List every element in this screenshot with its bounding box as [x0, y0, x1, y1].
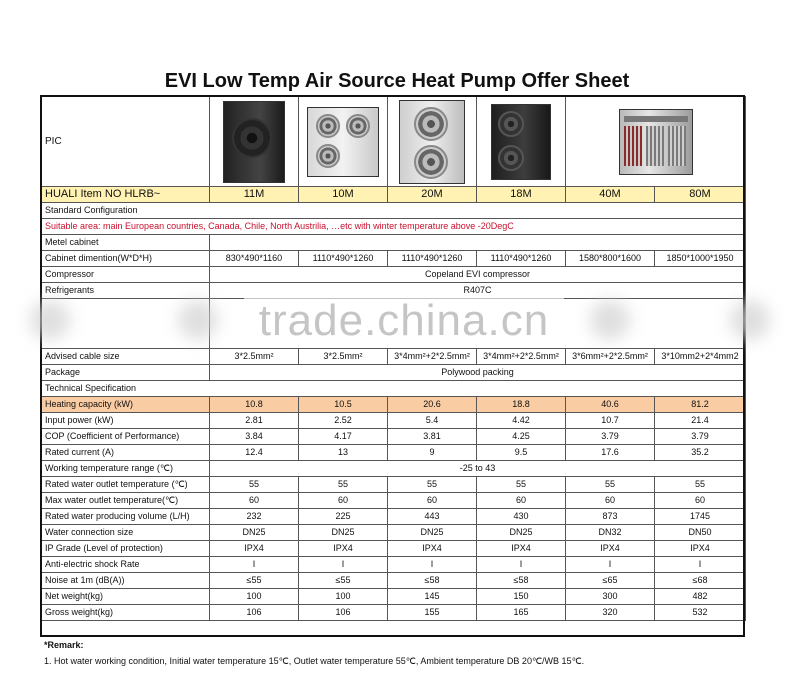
- value-cell: 9: [388, 445, 477, 461]
- value-cell: 4.42: [477, 413, 566, 429]
- value-cell: 55: [477, 477, 566, 493]
- spec-row: [42, 589, 746, 605]
- row-label: Rated water outlet temperature (℃): [42, 477, 210, 493]
- model-cell: 10M: [299, 187, 388, 203]
- row-label: Heating capacity (kW): [42, 397, 210, 413]
- value-cell: ≤58: [388, 573, 477, 589]
- value-cell: 55: [655, 477, 746, 493]
- value-cell: Polywood packing: [210, 365, 746, 381]
- value-cell: 1580*800*1600: [566, 251, 655, 267]
- value-cell: 1110*490*1260: [477, 251, 566, 267]
- model-cell: 80M: [655, 187, 746, 203]
- value-cell: 13: [299, 445, 388, 461]
- pic-label: PIC: [42, 97, 210, 187]
- value-cell: 150: [477, 589, 566, 605]
- row-label: Package: [42, 365, 210, 381]
- value-cell: 3.79: [566, 429, 655, 445]
- value-cell: 165: [477, 605, 566, 621]
- value-cell: 320: [566, 605, 655, 621]
- compressor-row: [42, 267, 746, 283]
- row-label: Net weight(kg): [42, 589, 210, 605]
- row-label: COP (Coefficient of Performance): [42, 429, 210, 445]
- value-cell: 10.7: [566, 413, 655, 429]
- watermark-blur-mid-right: [590, 300, 630, 340]
- value-cell: 532: [655, 605, 746, 621]
- value-cell: 55: [388, 477, 477, 493]
- package-row: [42, 365, 746, 381]
- value-cell: 2.52: [299, 413, 388, 429]
- value-cell: Copeland EVI compressor: [210, 267, 746, 283]
- value-cell: 443: [388, 509, 477, 525]
- value-cell: ≤68: [655, 573, 746, 589]
- value-cell: 55: [299, 477, 388, 493]
- value-cell: 232: [210, 509, 299, 525]
- watermark: trade.china.cn: [244, 296, 564, 346]
- value-cell: 21.4: [655, 413, 746, 429]
- row-label: Working temperature range (℃): [42, 461, 210, 477]
- value-cell: 9.5: [477, 445, 566, 461]
- value-cell: 225: [299, 509, 388, 525]
- spec-row: [42, 397, 746, 413]
- remark-note: 1. Hot water working condition, Initial water temperature 15℃, Outlet water temperature 55℃, Ambient temperature DB 20℃/WB 15℃.: [44, 656, 585, 666]
- spec-row: [42, 573, 746, 589]
- value-cell: 10.5: [299, 397, 388, 413]
- spec-row: [42, 605, 746, 621]
- value-cell: IPX4: [655, 541, 746, 557]
- value-cell: 100: [299, 589, 388, 605]
- item-number-row: [42, 187, 746, 203]
- value-cell: 3*2.5mm²: [299, 349, 388, 365]
- value-cell: 5.4: [388, 413, 477, 429]
- row-label: Anti-electric shock Rate: [42, 557, 210, 573]
- value-cell: 2.81: [210, 413, 299, 429]
- row-label: Rated water producing volume (L/H): [42, 509, 210, 525]
- model-cell: 20M: [388, 187, 477, 203]
- value-cell: 1110*490*1260: [299, 251, 388, 267]
- value-cell: 106: [299, 605, 388, 621]
- value-cell: 35.2: [655, 445, 746, 461]
- value-cell: I: [655, 557, 746, 573]
- value-cell: DN25: [299, 525, 388, 541]
- spec-row: [42, 445, 746, 461]
- item-label: HUALI Item NO HLRB~: [42, 187, 210, 203]
- value-cell: I: [299, 557, 388, 573]
- remark-label: *Remark:: [44, 640, 84, 650]
- value-cell: 40.6: [566, 397, 655, 413]
- value-cell: ≤58: [477, 573, 566, 589]
- model-cell: 18M: [477, 187, 566, 203]
- spec-row: [42, 493, 746, 509]
- value-cell: 3*4mm²+2*2.5mm²: [388, 349, 477, 365]
- value-cell: 10.8: [210, 397, 299, 413]
- value-cell: 60: [388, 493, 477, 509]
- value-cell: DN50: [655, 525, 746, 541]
- value-cell: ≤55: [299, 573, 388, 589]
- row-label: Compressor: [42, 267, 210, 283]
- suitable-area-row: [42, 219, 746, 235]
- value-cell: DN25: [388, 525, 477, 541]
- advised-cable-row: [42, 349, 746, 365]
- row-label: Rated current (A): [42, 445, 210, 461]
- value-cell: 55: [566, 477, 655, 493]
- value-cell: 1745: [655, 509, 746, 525]
- spec-row: [42, 477, 746, 493]
- product-photo-20m: [388, 97, 477, 187]
- value-cell: 830*490*1160: [210, 251, 299, 267]
- value-cell: I: [210, 557, 299, 573]
- value-cell: ≤55: [210, 573, 299, 589]
- spec-row: [42, 429, 746, 445]
- row-label: Noise at 1m (dB(A)): [42, 573, 210, 589]
- suitable-area-text: Suitable area: main European countries, Canada, Chile, North Austrilia, …etc with winter temperature above -20DegC: [42, 219, 746, 235]
- value-cell: 55: [210, 477, 299, 493]
- value-cell: 3*10mm2+2*4mm2: [655, 349, 746, 365]
- value-cell: I: [566, 557, 655, 573]
- metel-cabinet-row: [42, 235, 746, 251]
- spec-row: [42, 509, 746, 525]
- value-cell: 482: [655, 589, 746, 605]
- row-label: Cabinet dimention(W*D*H): [42, 251, 210, 267]
- offer-sheet-table: [41, 96, 746, 621]
- watermark-blur-left: [30, 300, 70, 340]
- value-cell: 106: [210, 605, 299, 621]
- value-cell: 145: [388, 589, 477, 605]
- value-cell: 17.6: [566, 445, 655, 461]
- cabinet-dimension-row: [42, 251, 746, 267]
- value-cell: 300: [566, 589, 655, 605]
- value-cell: 60: [566, 493, 655, 509]
- value-cell: 1110*490*1260: [388, 251, 477, 267]
- section-heading: Technical Specification: [42, 381, 746, 397]
- value-cell: 60: [210, 493, 299, 509]
- value-cell: I: [388, 557, 477, 573]
- watermark-blur-right: [730, 300, 770, 340]
- standard-configuration-row: [42, 203, 746, 219]
- value-cell: 3.81: [388, 429, 477, 445]
- model-cell: 40M: [566, 187, 655, 203]
- value-cell: IPX4: [210, 541, 299, 557]
- product-photo-11m: [210, 97, 299, 187]
- working-temperature-row: [42, 461, 746, 477]
- spec-row: [42, 525, 746, 541]
- value-cell: IPX4: [477, 541, 566, 557]
- row-label: Metel cabinet: [42, 235, 210, 251]
- pic-row: [42, 97, 746, 187]
- value-cell: ≤65: [566, 573, 655, 589]
- value-cell: IPX4: [388, 541, 477, 557]
- value-cell: -25 to 43: [210, 461, 746, 477]
- value-cell: 81.2: [655, 397, 746, 413]
- value-cell: DN32: [566, 525, 655, 541]
- technical-specification-row: [42, 381, 746, 397]
- value-cell: 60: [299, 493, 388, 509]
- spec-row: [42, 541, 746, 557]
- value-cell: 4.25: [477, 429, 566, 445]
- value-cell: 1850*1000*1950: [655, 251, 746, 267]
- value-cell: 430: [477, 509, 566, 525]
- row-label: Refrigerants: [42, 283, 210, 299]
- spec-row: [42, 557, 746, 573]
- row-label: Water connection size: [42, 525, 210, 541]
- value-cell: 20.6: [388, 397, 477, 413]
- blank-row: [42, 299, 746, 349]
- value-cell: 100: [210, 589, 299, 605]
- value-cell: 60: [655, 493, 746, 509]
- refrigerants-row: [42, 283, 746, 299]
- product-photo-40m-80m: [566, 97, 746, 187]
- row-label: Gross weight(kg): [42, 605, 210, 621]
- product-photo-10m: [299, 97, 388, 187]
- row-label: Max water outlet temperature(℃): [42, 493, 210, 509]
- value-cell: 873: [566, 509, 655, 525]
- spec-row: [42, 413, 746, 429]
- value-cell: 4.17: [299, 429, 388, 445]
- value-cell: 3*4mm²+2*2.5mm²: [477, 349, 566, 365]
- value-cell: 12.4: [210, 445, 299, 461]
- value-cell: 3.84: [210, 429, 299, 445]
- value-cell: 155: [388, 605, 477, 621]
- value-cell: 3*6mm²+2*2.5mm²: [566, 349, 655, 365]
- value-cell: IPX4: [566, 541, 655, 557]
- value-cell: I: [477, 557, 566, 573]
- section-heading: Standard Configuration: [42, 203, 746, 219]
- value-cell: DN25: [477, 525, 566, 541]
- page-title: EVI Low Temp Air Source Heat Pump Offer Sheet: [164, 70, 630, 92]
- product-photo-18m: [477, 97, 566, 187]
- value-cell: 18.8: [477, 397, 566, 413]
- value-cell: 3.79: [655, 429, 746, 445]
- row-label: Advised cable size: [42, 349, 210, 365]
- row-label: IP Grade (Level of protection): [42, 541, 210, 557]
- value-cell: 3*2.5mm²: [210, 349, 299, 365]
- value-cell: IPX4: [299, 541, 388, 557]
- row-label: Input power (kW): [42, 413, 210, 429]
- watermark-blur-mid-left: [178, 300, 218, 340]
- model-cell: 11M: [210, 187, 299, 203]
- value-cell: R407C: [210, 283, 746, 299]
- value-cell: 60: [477, 493, 566, 509]
- value-cell: DN25: [210, 525, 299, 541]
